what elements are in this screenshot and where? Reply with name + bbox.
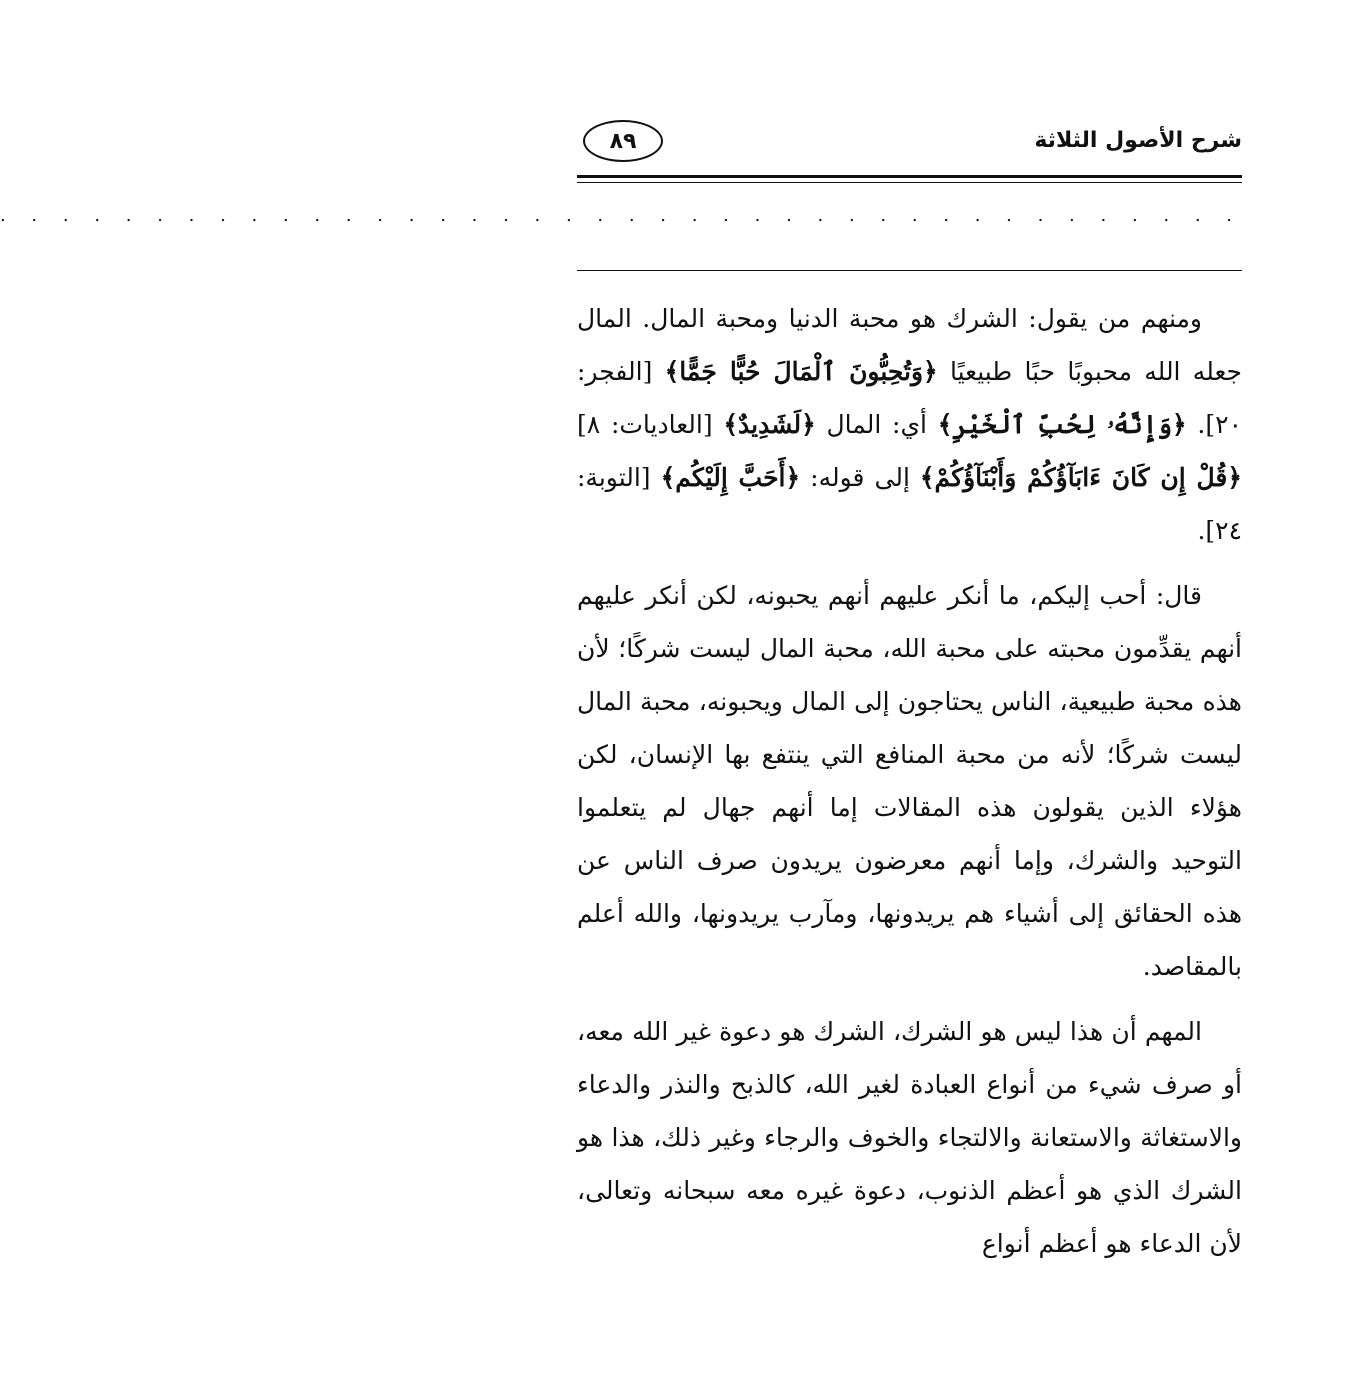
quran-quote-3: ﴿لَشَدِيدٌ﴾ [723, 410, 816, 439]
section-rule [577, 270, 1242, 271]
paragraph-1-text-3: أي: المال [815, 410, 938, 439]
paragraph-1 [577, 292, 1242, 557]
paragraph-3: المهم أن هذا ليس هو الشرك، الشرك هو دعوة غير الله معه، أو صرف شيء من أنواع العبادة لغير الله، كالذبح والنذر والدعاء والاستغاثة والاستعانة والالتجاء والخوف والرجاء وغير ذلك، هذا هو الشرك الذي هو أعظم الذنوب، دعوة غيره معه سبحانه وتعالى، لأن الدعاء هو أعظم أنواع [577, 1017, 1242, 1258]
paragraph-1-text-1: ومنهم من يقول: الشرك هو محبة الدنيا ومحبة المال. المال جعله الله محبوبًا حبًا طبيعيًا [577, 304, 1242, 386]
quran-quote-4: ﴿قُلْ إِن كَانَ ءَابَآؤُكُمْ وَأَبْنَآؤُكُمْ﴾ [919, 463, 1242, 492]
quran-quote-2: ﴿وَإِنَّهُۥ لِحُبِّ ٱلْخَيْرِ﴾ [937, 410, 1187, 439]
header-rule-thick [577, 175, 1242, 178]
paragraph-1-text-2: [الفجر: ٢٠]. [577, 357, 1242, 439]
quran-quote-1: ﴿وَتُحِبُّونَ ٱلْمَالَ حُبًّا جَمًّا﴾ [664, 357, 938, 386]
paragraph-1-text-5: إلى قوله: [800, 463, 920, 492]
paragraph-1-text-6: [التوبة: ٢٤]. [577, 463, 1242, 545]
page-header [577, 120, 1242, 180]
page-number: ٨٩ [583, 120, 663, 162]
page-body [577, 292, 1242, 1270]
separator-dots: . . . . . . . . . . . . . . . . . . . . . . . . . . . . . . . . . . . . . . . . [0, 205, 1242, 226]
quran-quote-5: ﴿أَحَبَّ إِلَيْكُم﴾ [660, 463, 801, 492]
book-title: شرح الأصول الثلاثة [1034, 128, 1242, 153]
paragraph-2: قال: أحب إليكم، ما أنكر عليهم أنهم يحبونه، لكن أنكر عليهم أنهم يقدِّمون محبته على محبة الله، محبة المال ليست شركًا؛ لأن هذه محبة طبيعية، الناس يحتاجون إلى المال ويحبونه، محبة المال ليست شركًا؛ لأنه من محبة المنافع التي ينتفع بها الإنسان، لكن هؤلاء الذين يقولون هذه المقالات إما أنهم جهال لم يتعلموا التوحيد والشرك، وإما أنهم معرضون يريدون صرف الناس عن هذه الحقائق إلى أشياء هم يريدونها، ومآرب يريدونها، والله أعلم بالمقاصد. [577, 581, 1242, 981]
header-rule-thin [577, 182, 1242, 183]
document-page [0, 120, 1242, 1300]
paragraph-1-text-4: [العاديات: ٨] [577, 410, 724, 439]
